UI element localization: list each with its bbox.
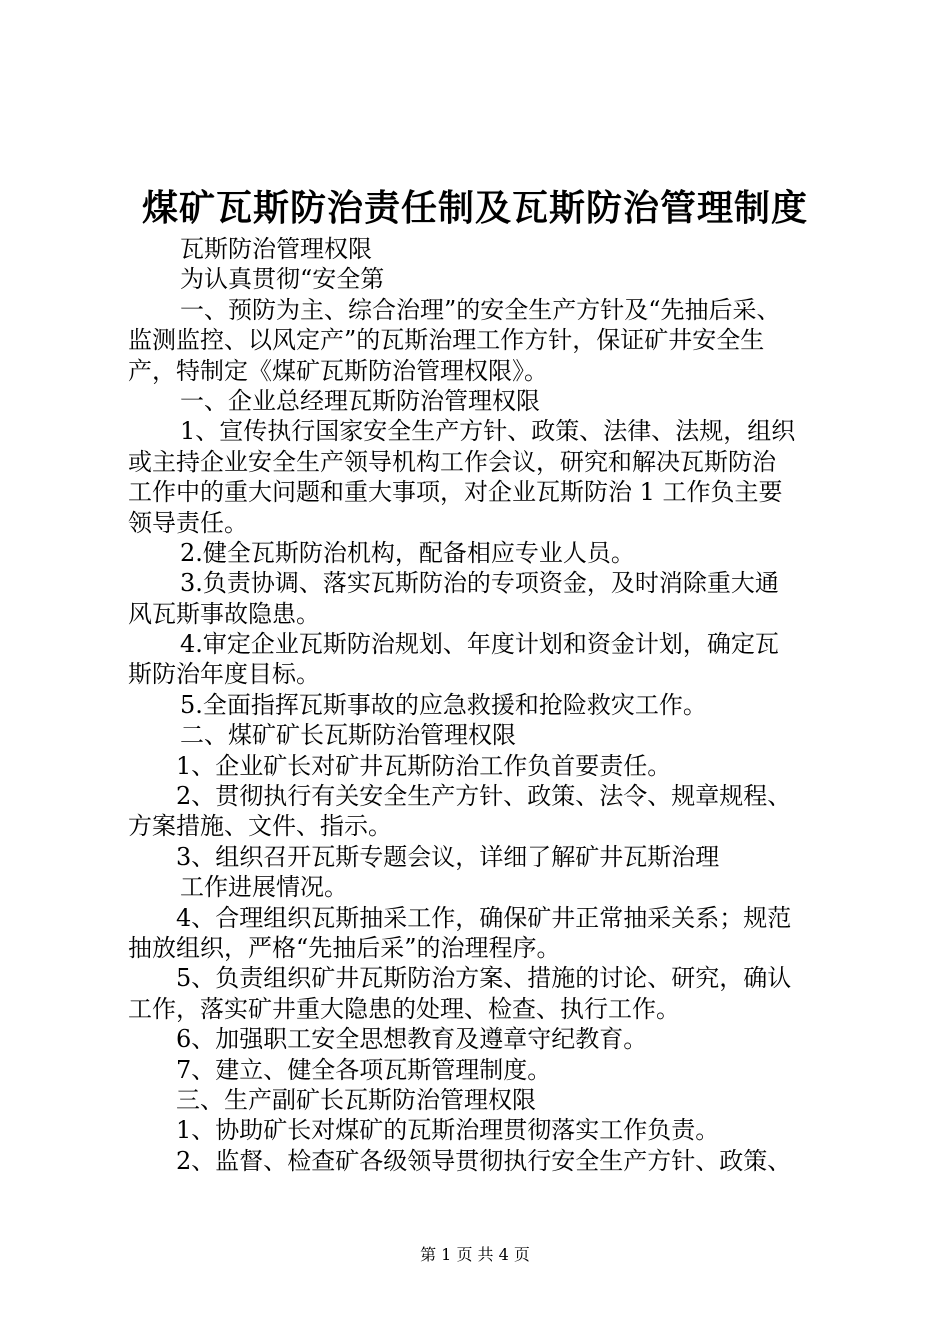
body-line: 抽放组织，严格“先抽后采”的治理程序。 — [128, 933, 561, 962]
body-line: 斯防治年度目标。 — [128, 660, 320, 689]
body-line: 二、煤矿矿长瓦斯防治管理权限 — [180, 721, 516, 750]
body-line: 6、加强职工安全思想教育及遵章守纪教育。 — [176, 1025, 648, 1054]
body-line: 一、预防为主、综合治理”的安全生产方针及“先抽后采、 — [180, 295, 781, 324]
body-line: 3.负责协调、落实瓦斯防治的专项资金，及时消除重大通 — [180, 569, 779, 598]
body-line: 2.健全瓦斯防治机构，配备相应专业人员。 — [180, 538, 635, 567]
body-line: 三、生产副矿长瓦斯防治管理权限 — [176, 1085, 536, 1114]
body-line: 一、企业总经理瓦斯防治管理权限 — [180, 386, 540, 415]
body-line: 3、组织召开瓦斯专题会议，详细了解矿井瓦斯治理 — [176, 842, 720, 871]
body-line: 1、宣传执行国家安全生产方针、政策、法律、法规，组织 — [180, 417, 796, 446]
body-line: 4、合理组织瓦斯抽采工作，确保矿井正常抽采关系；规范 — [176, 903, 792, 932]
body-line: 瓦斯防治管理权限 — [180, 235, 372, 263]
body-line: 领导责任。 — [128, 508, 248, 537]
body-line: 2、贯彻执行有关安全生产方针、政策、法令、规章规程、 — [176, 782, 792, 811]
body-line: 工作中的重大问题和重大事项，对企业瓦斯防治 1 工作负主要 — [128, 478, 783, 507]
page-footer: 第 1 页 共 4 页 — [420, 1245, 530, 1264]
body-line: 风瓦斯事故隐患。 — [128, 599, 320, 628]
document-body — [128, 234, 848, 1176]
body-line: 或主持企业安全生产领导机构工作会议，研究和解决瓦斯防治 — [128, 447, 776, 476]
body-line: 1、企业矿长对矿井瓦斯防治工作负首要责任。 — [176, 751, 672, 780]
body-line: 5、负责组织矿井瓦斯防治方案、措施的讨论、研究，确认 — [176, 964, 792, 993]
body-line: 4.审定企业瓦斯防治规划、年度计划和资金计划，确定瓦 — [180, 630, 779, 659]
document-title: 煤矿瓦斯防治责任制及瓦斯防治管理制度 — [141, 187, 808, 229]
body-line: 产，特制定《煤矿瓦斯防治管理权限》。 — [128, 356, 548, 385]
body-line: 监测监控、以风定产”的瓦斯治理工作方针，保证矿井安全生 — [128, 326, 765, 355]
body-line: 7、建立、健全各项瓦斯管理制度。 — [176, 1055, 552, 1084]
body-line: 方案措施、文件、指示。 — [128, 812, 392, 841]
body-line: 5.全面指挥瓦斯事故的应急救援和抢险救灾工作。 — [180, 690, 707, 719]
body-line: 2、监督、检查矿各级领导贯彻执行安全生产方针、政策、 — [176, 1146, 792, 1175]
body-line: 为认真贯彻“安全第 — [180, 265, 385, 294]
body-line: 工作进展情况。 — [180, 873, 348, 902]
body-line: 1、协助矿长对煤矿的瓦斯治理贯彻落实工作负责。 — [176, 1116, 720, 1145]
body-line: 工作，落实矿井重大隐患的处理、检查、执行工作。 — [128, 994, 680, 1023]
